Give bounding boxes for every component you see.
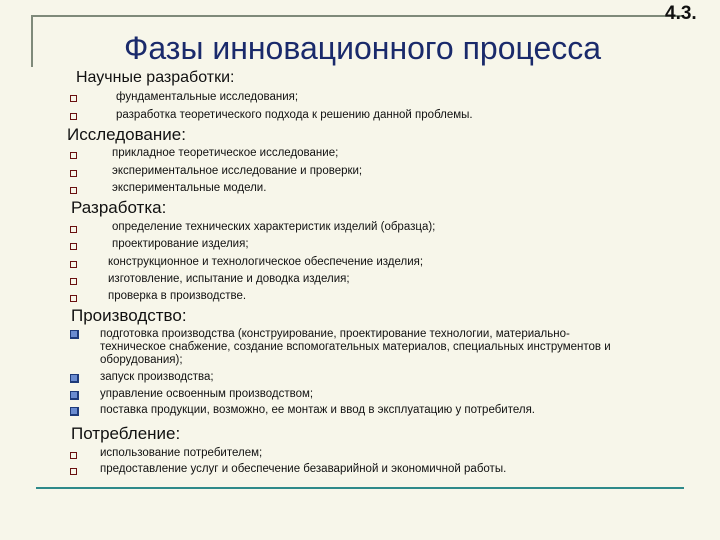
bullet-icon [70,374,79,383]
bullet-icon [70,187,77,194]
list-item-continuation: техническое снабжение, создание вспомогательных материалов, специальных инструментов и [100,341,611,353]
top-rule [31,15,683,17]
bullet-icon [70,407,79,416]
bullet-icon [70,226,77,233]
list-item: разработка теоретического подхода к решению данной проблемы. [116,109,473,121]
left-rule [31,15,33,67]
bullet-icon [70,295,77,302]
bullet-icon [70,468,77,475]
list-item: управление освоенным производством; [100,388,314,400]
list-item: поставка продукции, возможно, ее монтаж и ввод в эксплуатацию у потребителя. [100,404,536,416]
section-heading-production: Производство: [71,306,187,325]
bullet-icon [70,113,77,120]
list-item: проверка в производстве. [108,290,247,302]
bullet-icon [70,261,77,268]
slide-number: 4.3. [665,3,697,24]
list-item: определение технических характеристик изделий (образца); [112,221,436,233]
list-item: подготовка производства (конструирование, проектирование технологии, материально- [100,328,570,340]
bullet-icon [70,243,77,250]
list-item: экспериментальные модели. [112,182,267,194]
bullet-icon [70,391,79,400]
section-heading-development: Разработка: [71,198,167,217]
section-heading-research-development: Научные разработки: [76,69,235,86]
list-item: предоставление услуг и обеспечение безаварийной и экономичной работы. [100,463,507,475]
bullet-icon [70,452,77,459]
list-item: использование потребителем; [100,447,263,459]
list-item-continuation: оборудования); [100,354,183,366]
bullet-icon [70,95,77,102]
slide-title: Фазы инновационного процесса [124,30,602,66]
section-heading-consumption: Потребление: [71,424,181,443]
bullet-icon [70,170,77,177]
list-item: фундаментальные исследования; [116,91,299,103]
bottom-rule [36,487,684,489]
list-item: запуск производства; [100,371,214,383]
list-item: изготовление, испытание и доводка изделия; [108,273,350,285]
list-item: экспериментальное исследование и проверки; [112,165,363,177]
list-item: проектирование изделия; [112,238,249,250]
bullet-icon [70,278,77,285]
list-item: конструкционное и технологическое обеспечение изделия; [108,256,424,268]
bullet-icon [70,330,79,339]
bullet-icon [70,152,77,159]
list-item: прикладное теоретическое исследование; [112,147,339,159]
section-heading-research: Исследование: [67,125,186,144]
